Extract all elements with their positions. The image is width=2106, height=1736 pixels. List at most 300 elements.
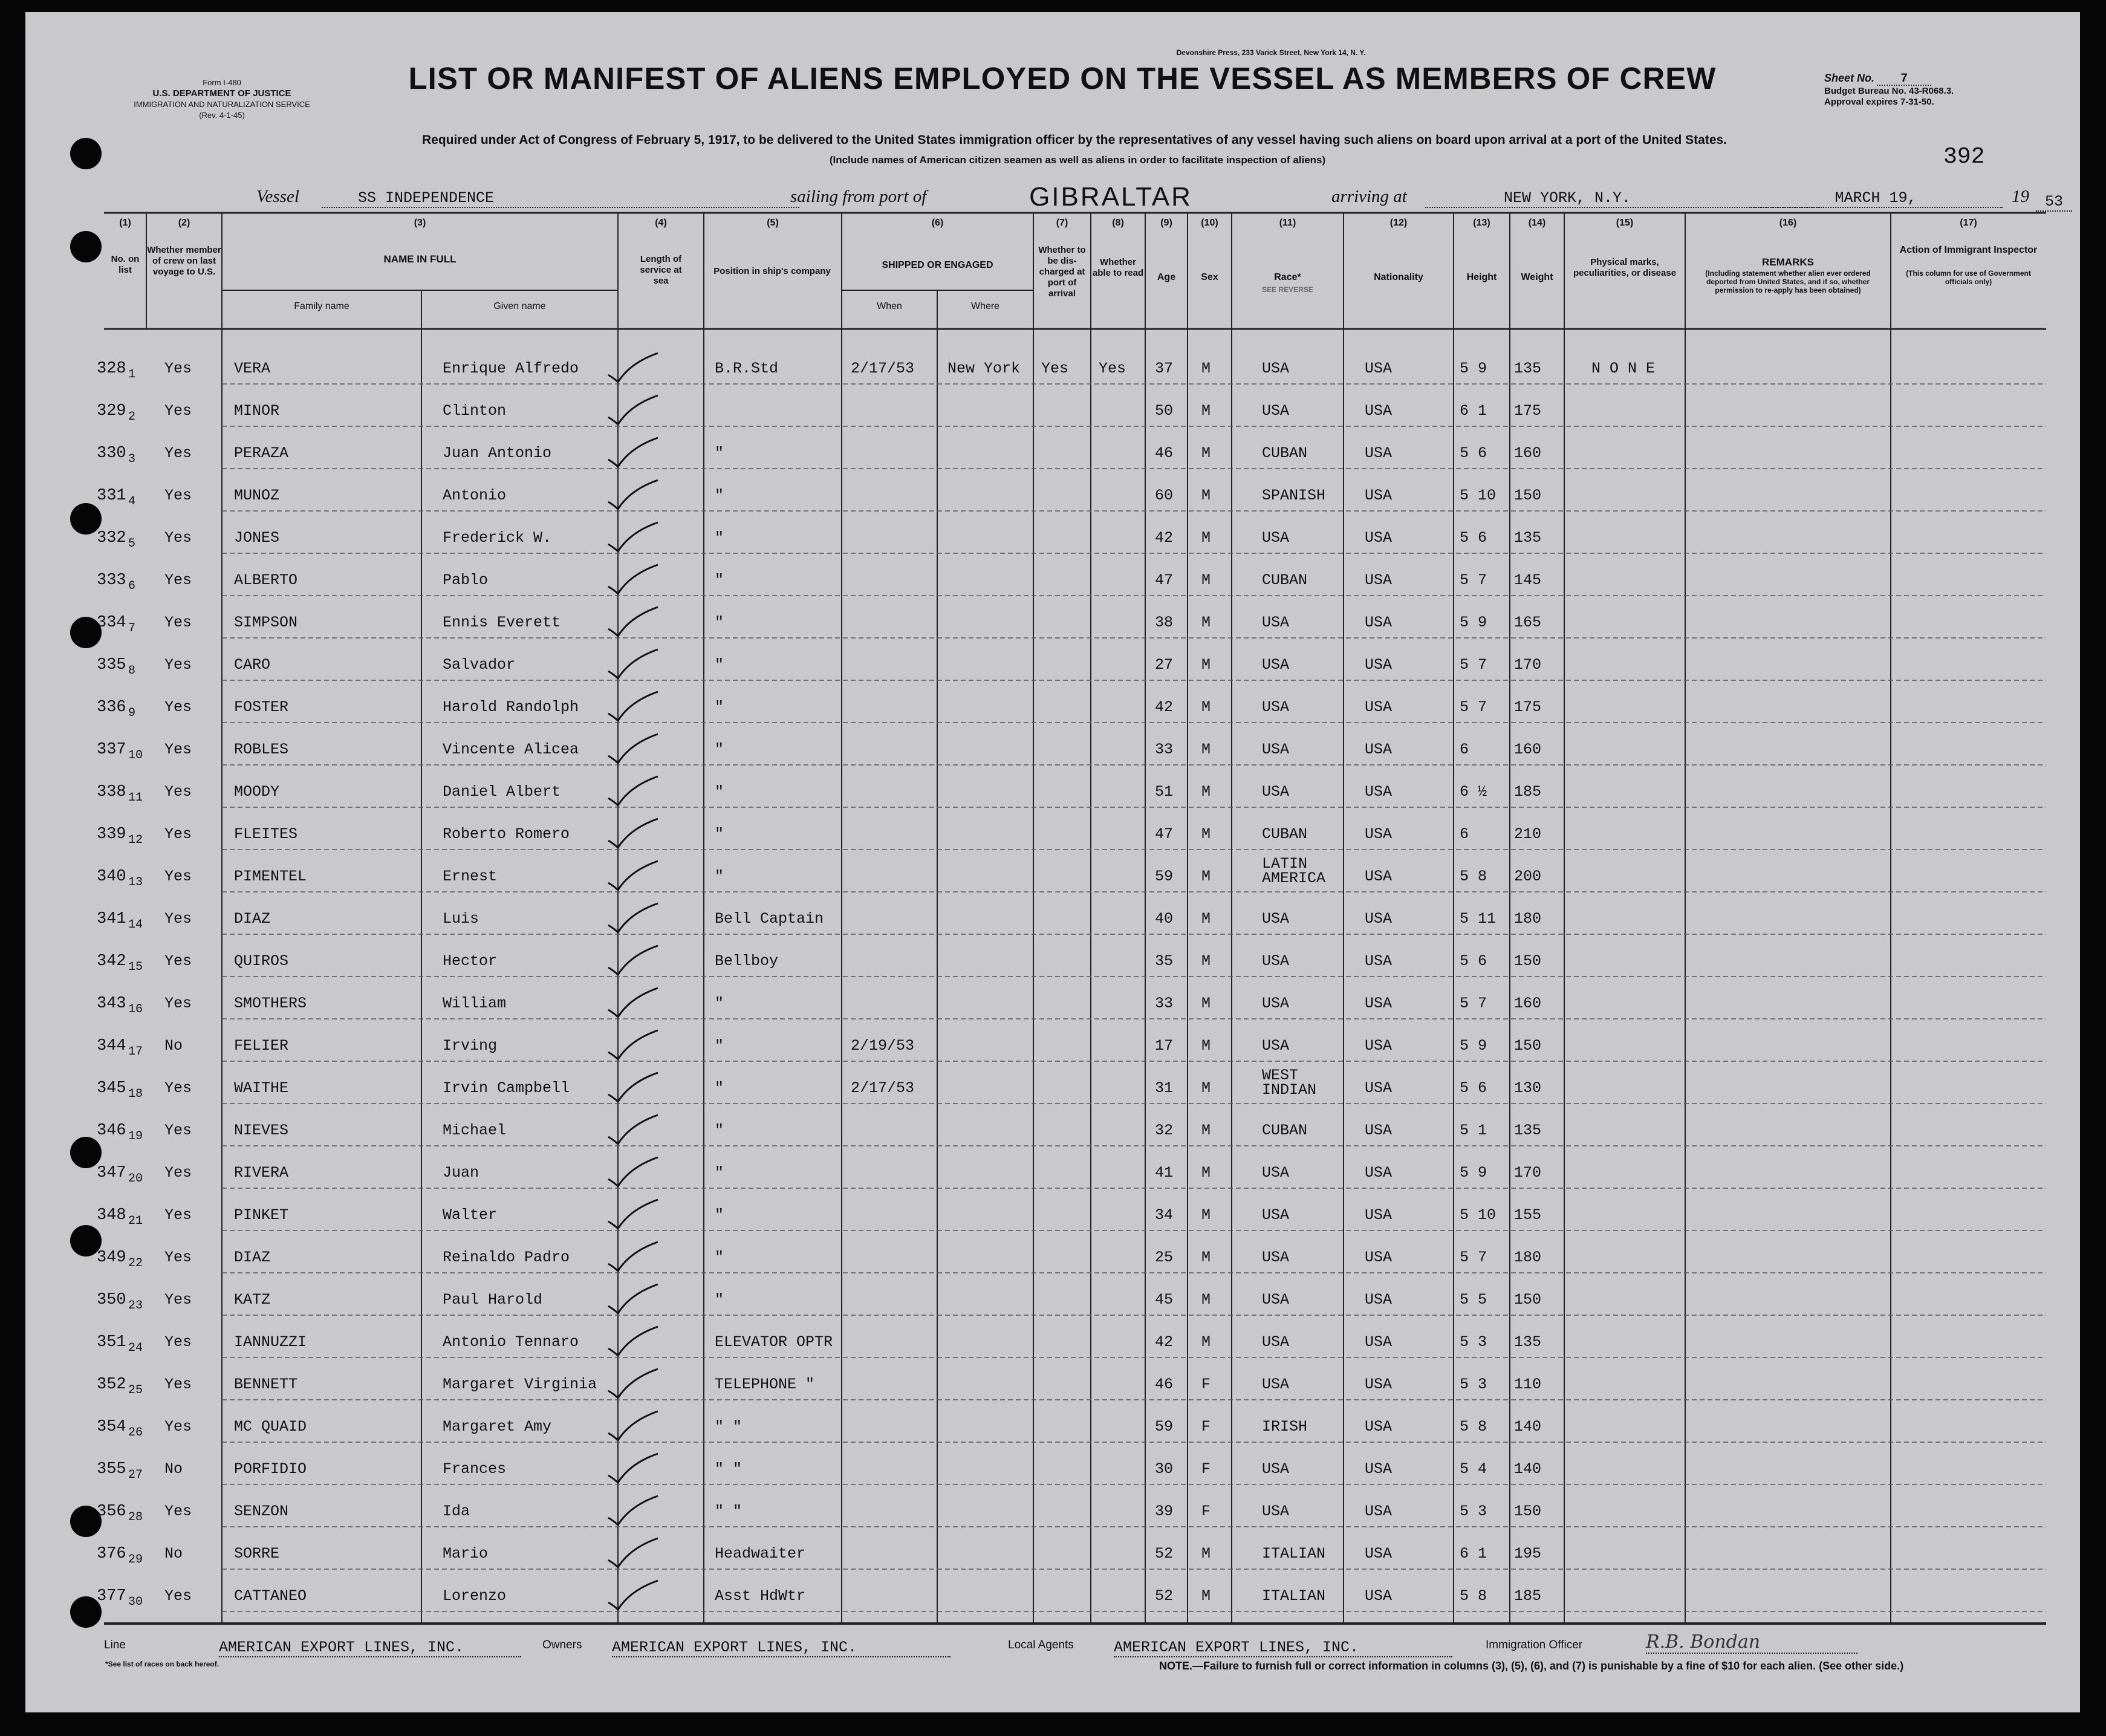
family-name: RIVERA <box>234 1164 289 1182</box>
col-num-12: (12) <box>1389 218 1408 228</box>
nationality: USA <box>1365 1291 1393 1309</box>
row-number: 16 <box>128 1003 143 1016</box>
height: 5 7 <box>1460 1249 1487 1266</box>
crew-last-voyage: Yes <box>164 529 192 547</box>
physical-marks: N O N E <box>1591 360 1656 377</box>
given-name: Clinton <box>443 402 507 420</box>
family-name: MUNOZ <box>234 487 280 504</box>
height: 5 5 <box>1460 1291 1487 1309</box>
printer-imprint: Devonshire Press, 233 Varick Street, New York 14, N. Y. <box>1176 48 1366 57</box>
age: 35 <box>1155 952 1174 970</box>
family-name: MOODY <box>234 783 280 801</box>
age: 27 <box>1155 656 1174 674</box>
check-mark-icon <box>606 1070 660 1107</box>
check-mark-icon <box>606 859 660 895</box>
ship-position: Bell Captain <box>715 910 824 928</box>
check-mark-icon <box>606 986 660 1022</box>
height: 5 9 <box>1460 360 1487 377</box>
nationality: USA <box>1365 1376 1393 1393</box>
ship-position: " <box>715 1037 724 1055</box>
weight: 170 <box>1514 656 1542 674</box>
nationality: USA <box>1365 656 1393 674</box>
family-name: PERAZA <box>234 444 289 462</box>
port-of-departure: GIBRALTAR <box>966 182 1256 213</box>
row-number: 4 <box>128 495 136 509</box>
nationality: USA <box>1365 444 1393 462</box>
race: USA <box>1262 614 1290 631</box>
penalty-note: NOTE.—Failure to furnish full or correct information in columns (3), (5), (6), and (7) is punishable by a fine of $10 for each alien. (See other side.) <box>1159 1660 1904 1672</box>
given-name: Hector <box>443 952 498 970</box>
given-name: Luis <box>443 910 479 928</box>
crew-last-voyage: Yes <box>164 741 192 758</box>
ship-position: " " <box>715 1503 743 1520</box>
weight: 160 <box>1514 741 1542 758</box>
weight: 135 <box>1514 529 1542 547</box>
crew-last-voyage: Yes <box>164 995 192 1012</box>
height: 5 8 <box>1460 868 1487 885</box>
header-sex: Sex <box>1201 272 1218 282</box>
nationality: USA <box>1365 571 1393 589</box>
list-stamp-number: 341 <box>97 910 126 928</box>
row-number: 11 <box>128 791 143 805</box>
ship-position: Headwaiter <box>715 1545 806 1562</box>
check-mark-icon <box>606 1409 660 1445</box>
race: ITALIAN <box>1262 1545 1326 1562</box>
crew-last-voyage: Yes <box>164 1418 192 1435</box>
family-name: JONES <box>234 529 280 547</box>
row-number: 20 <box>128 1172 143 1186</box>
shipped-where: New York <box>947 360 1021 377</box>
height: 5 3 <box>1460 1376 1487 1393</box>
check-mark-icon <box>606 1282 660 1318</box>
family-name: FELIER <box>234 1037 289 1055</box>
crew-last-voyage: Yes <box>164 868 192 885</box>
crew-last-voyage: No <box>164 1037 183 1055</box>
budget-number: Budget Bureau No. 43-R068.3. <box>1824 86 1954 96</box>
ship-position: " <box>715 1079 724 1097</box>
check-mark-icon <box>606 562 660 599</box>
list-stamp-number: 343 <box>97 995 126 1013</box>
col-num-14: (14) <box>1528 218 1546 228</box>
family-name: QUIROS <box>234 952 289 970</box>
sex: M <box>1201 529 1211 547</box>
weight: 160 <box>1514 995 1542 1012</box>
row-number: 8 <box>128 664 136 678</box>
check-mark-icon <box>606 1451 660 1487</box>
given-name: Reinaldo Padro <box>443 1249 570 1266</box>
sex: M <box>1201 1333 1211 1351</box>
shipped-when: 2/17/53 <box>851 1079 915 1097</box>
check-mark-icon <box>606 1536 660 1572</box>
ship-position: " <box>715 1206 724 1224</box>
given-name: Juan Antonio <box>443 444 552 462</box>
sex: M <box>1201 1249 1211 1266</box>
row-number: 10 <box>128 749 143 762</box>
race: IRISH <box>1262 1418 1308 1435</box>
sex: M <box>1201 1291 1211 1309</box>
weight: 195 <box>1514 1545 1542 1562</box>
ship-position: " <box>715 868 724 885</box>
col-num-11: (11) <box>1279 218 1296 228</box>
age: 25 <box>1155 1249 1174 1266</box>
height: 5 6 <box>1460 952 1487 970</box>
row-number: 24 <box>128 1341 143 1355</box>
ship-position: " <box>715 529 724 547</box>
family-name: CARO <box>234 656 271 674</box>
given-name: Roberto Romero <box>443 825 570 843</box>
age: 59 <box>1155 1418 1174 1435</box>
check-mark-icon <box>606 689 660 726</box>
height: 5 4 <box>1460 1460 1487 1478</box>
nationality: USA <box>1365 910 1393 928</box>
race: USA <box>1262 1333 1290 1351</box>
row-number: 18 <box>128 1087 143 1101</box>
height: 5 9 <box>1460 1037 1487 1055</box>
crew-last-voyage: Yes <box>164 614 192 631</box>
family-name: FLEITES <box>234 825 298 843</box>
nationality: USA <box>1365 1037 1393 1055</box>
header-shipped-engaged: SHIPPED OR ENGAGED <box>882 260 993 270</box>
crew-last-voyage: Yes <box>164 402 192 420</box>
age: 42 <box>1155 1333 1174 1351</box>
sex: M <box>1201 444 1211 462</box>
sex: M <box>1201 614 1211 631</box>
crew-last-voyage: Yes <box>164 1206 192 1224</box>
age: 41 <box>1155 1164 1174 1182</box>
agents-company: AMERICAN EXPORT LINES, INC. <box>1114 1639 1452 1657</box>
nationality: USA <box>1365 1249 1393 1266</box>
col-num-9: (9) <box>1160 218 1172 228</box>
sex: M <box>1201 1164 1211 1182</box>
form-number: Form I-480 <box>203 78 241 87</box>
age: 52 <box>1155 1587 1174 1605</box>
race: LATIN AMERICA <box>1262 855 1326 887</box>
sheet-number: 7 <box>1877 74 1931 86</box>
age: 33 <box>1155 741 1174 758</box>
crew-last-voyage: Yes <box>164 910 192 928</box>
page-title: LIST OR MANIFEST OF ALIENS EMPLOYED ON THE VESSEL AS MEMBERS OF CREW <box>408 61 1717 96</box>
list-stamp-number: 333 <box>97 571 126 590</box>
nationality: USA <box>1365 1545 1393 1562</box>
ship-position: Bellboy <box>715 952 779 970</box>
list-stamp-number: 330 <box>97 444 126 463</box>
given-name: Margaret Virginia <box>443 1376 597 1393</box>
arrival-date: MARCH 19, <box>1749 189 2003 208</box>
row-number: 30 <box>128 1595 143 1609</box>
ship-position: ELEVATOR OPTR <box>715 1333 833 1351</box>
height: 5 7 <box>1460 698 1487 716</box>
weight: 185 <box>1514 783 1542 801</box>
given-name: Antonio Tennaro <box>443 1333 579 1351</box>
able-to-read: Yes <box>1099 360 1126 377</box>
row-number: 22 <box>128 1256 143 1270</box>
race: USA <box>1262 360 1290 377</box>
family-name: SENZON <box>234 1503 289 1520</box>
given-name: Michael <box>443 1122 507 1139</box>
shipped-when: 2/19/53 <box>851 1037 915 1055</box>
shipped-when: 2/17/53 <box>851 360 915 377</box>
arrival-year: 53 <box>2036 193 2072 212</box>
sex: M <box>1201 910 1211 928</box>
nationality: USA <box>1365 995 1393 1012</box>
age: 33 <box>1155 995 1174 1012</box>
age: 39 <box>1155 1503 1174 1520</box>
check-mark-icon <box>606 1494 660 1530</box>
header-list-number: No. on list <box>111 254 140 275</box>
list-stamp-number: 335 <box>97 656 126 674</box>
ship-position: " <box>715 698 724 716</box>
sex: M <box>1201 868 1211 885</box>
crew-last-voyage: Yes <box>164 952 192 970</box>
weight: 175 <box>1514 698 1542 716</box>
list-stamp-number: 349 <box>97 1249 126 1267</box>
crew-last-voyage: Yes <box>164 1291 192 1309</box>
height: 5 1 <box>1460 1122 1487 1139</box>
row-number: 2 <box>128 410 136 424</box>
sex: M <box>1201 1206 1211 1224</box>
given-name: Irving <box>443 1037 498 1055</box>
crew-last-voyage: Yes <box>164 1587 192 1605</box>
race: CUBAN <box>1262 825 1308 843</box>
sex: F <box>1201 1503 1211 1520</box>
weight: 110 <box>1514 1376 1542 1393</box>
race: USA <box>1262 1376 1290 1393</box>
row-number: 5 <box>128 537 136 551</box>
given-name: Frederick W. <box>443 529 552 547</box>
race: USA <box>1262 1164 1290 1182</box>
age: 47 <box>1155 571 1174 589</box>
sex: M <box>1201 656 1211 674</box>
weight: 165 <box>1514 614 1542 631</box>
height: 5 10 <box>1460 1206 1497 1224</box>
row-number: 19 <box>128 1130 143 1143</box>
races-footnote: *See list of races on back hereof. <box>105 1660 219 1668</box>
ship-position: " <box>715 614 724 631</box>
header-inspector-note: (This column for use of Government officials only) <box>1906 269 2031 286</box>
list-stamp-number: 331 <box>97 487 126 505</box>
approval-expiry: Approval expires 7-31-50. <box>1824 97 1934 107</box>
family-name: SIMPSON <box>234 614 298 631</box>
height: 5 6 <box>1460 529 1487 547</box>
race: USA <box>1262 529 1290 547</box>
col-num-15: (15) <box>1616 218 1634 228</box>
given-name: Pablo <box>443 571 489 589</box>
row-number: 21 <box>128 1214 143 1228</box>
age: 52 <box>1155 1545 1174 1562</box>
family-name: SMOTHERS <box>234 995 307 1012</box>
nationality: USA <box>1365 783 1393 801</box>
height: 5 7 <box>1460 995 1487 1012</box>
weight: 130 <box>1514 1079 1542 1097</box>
height: 5 8 <box>1460 1418 1487 1435</box>
officer-label: Immigration Officer <box>1486 1639 1583 1651</box>
family-name: BENNETT <box>234 1376 298 1393</box>
age: 50 <box>1155 402 1174 420</box>
ship-position: " <box>715 656 724 674</box>
given-name: Ernest <box>443 868 498 885</box>
vessel-label: Vessel <box>256 187 299 206</box>
header-inspector-action: Action of Immigrant Inspector <box>1899 245 2038 255</box>
age: 46 <box>1155 1376 1174 1393</box>
race: CUBAN <box>1262 1122 1308 1139</box>
check-mark-icon <box>606 901 660 937</box>
check-mark-icon <box>606 1113 660 1149</box>
row-number: 3 <box>128 452 136 466</box>
row-number: 6 <box>128 579 136 593</box>
height: 5 7 <box>1460 656 1487 674</box>
weight: 150 <box>1514 952 1542 970</box>
instruction-line: (Include names of American citizen seamen as well as aliens in order to facilitate inspection of aliens) <box>829 154 1326 166</box>
height: 5 11 <box>1460 910 1497 928</box>
header-given-name: Given name <box>493 301 546 311</box>
check-mark-icon <box>606 1324 660 1361</box>
crew-last-voyage: Yes <box>164 1249 192 1266</box>
sex: M <box>1201 360 1211 377</box>
col-num-13: (13) <box>1473 218 1490 228</box>
height: 5 7 <box>1460 571 1487 589</box>
height: 5 6 <box>1460 1079 1487 1097</box>
family-name: MC QUAID <box>234 1418 307 1435</box>
given-name: Salvador <box>443 656 516 674</box>
row-number: 26 <box>128 1426 143 1440</box>
ship-position: " <box>715 1249 724 1266</box>
nationality: USA <box>1365 1503 1393 1520</box>
list-stamp-number: 350 <box>97 1291 126 1309</box>
list-stamp-number: 352 <box>97 1376 126 1394</box>
header-nationality: Nationality <box>1374 272 1423 282</box>
list-stamp-number: 336 <box>97 698 126 717</box>
weight: 170 <box>1514 1164 1542 1182</box>
line-company: AMERICAN EXPORT LINES, INC. <box>219 1639 521 1657</box>
list-stamp-number: 376 <box>97 1545 126 1563</box>
height: 6 1 <box>1460 402 1487 420</box>
manifest-sheet <box>25 12 2080 1712</box>
header-family-name: Family name <box>294 301 349 311</box>
check-mark-icon <box>606 816 660 853</box>
family-name: CATTANEO <box>234 1587 307 1605</box>
header-physical-marks: Physical marks, peculiarities, or disease <box>1573 257 1677 278</box>
header-last-voyage: Whether member of crew on last voyage to U.S. <box>147 245 221 277</box>
race: USA <box>1262 402 1290 420</box>
header-race: Race* <box>1274 272 1301 282</box>
nationality: USA <box>1365 614 1393 631</box>
row-number: 1 <box>128 368 136 382</box>
sex: M <box>1201 1545 1211 1562</box>
age: 31 <box>1155 1079 1174 1097</box>
race: USA <box>1262 1037 1290 1055</box>
page-stamp-number: 392 <box>1943 144 1985 170</box>
age: 40 <box>1155 910 1174 928</box>
race: USA <box>1262 1503 1290 1520</box>
list-stamp-number: 355 <box>97 1460 126 1478</box>
vessel-name: SS INDEPENDENCE <box>322 189 799 208</box>
header-age: Age <box>1157 272 1176 282</box>
weight: 140 <box>1514 1460 1542 1478</box>
header-remarks-note: (Including statement whether alien ever ordered deported from United States, and if so, whether permission to re-apply has been obtained) <box>1705 269 1871 294</box>
age: 42 <box>1155 529 1174 547</box>
ship-position: " <box>715 1122 724 1139</box>
row-number: 28 <box>128 1510 143 1524</box>
list-stamp-number: 329 <box>97 402 126 420</box>
check-mark-icon <box>606 605 660 641</box>
given-name: Ida <box>443 1503 470 1520</box>
crew-last-voyage: Yes <box>164 783 192 801</box>
ship-position: " <box>715 1164 724 1182</box>
family-name: PORFIDIO <box>234 1460 307 1478</box>
weight: 185 <box>1514 1587 1542 1605</box>
list-stamp-number: 347 <box>97 1164 126 1182</box>
list-stamp-number: 377 <box>97 1587 126 1605</box>
weight: 200 <box>1514 868 1542 885</box>
nationality: USA <box>1365 698 1393 716</box>
age: 46 <box>1155 444 1174 462</box>
list-stamp-number: 332 <box>97 529 126 547</box>
given-name: Paul Harold <box>443 1291 543 1309</box>
age: 32 <box>1155 1122 1174 1139</box>
check-mark-icon <box>606 1367 660 1403</box>
race: WEST INDIAN <box>1262 1067 1317 1099</box>
race: USA <box>1262 952 1290 970</box>
sex: M <box>1201 825 1211 843</box>
race: CUBAN <box>1262 571 1308 589</box>
sex: F <box>1201 1460 1211 1478</box>
crew-last-voyage: Yes <box>164 444 192 462</box>
check-mark-icon <box>606 1578 660 1614</box>
family-name: MINOR <box>234 402 280 420</box>
given-name: Walter <box>443 1206 498 1224</box>
crew-last-voyage: Yes <box>164 1503 192 1520</box>
sex: M <box>1201 1079 1211 1097</box>
weight: 150 <box>1514 487 1542 504</box>
crew-last-voyage: Yes <box>164 1164 192 1182</box>
list-stamp-number: 338 <box>97 783 126 801</box>
height: 6 <box>1460 741 1469 758</box>
height: 5 8 <box>1460 1587 1487 1605</box>
col-num-17: (17) <box>1960 218 1977 228</box>
check-mark-icon <box>606 1197 660 1234</box>
race: USA <box>1262 1206 1290 1224</box>
race: USA <box>1262 656 1290 674</box>
check-mark-icon <box>606 647 660 683</box>
check-mark-icon <box>606 1155 660 1191</box>
weight: 180 <box>1514 910 1542 928</box>
owners-label: Owners <box>542 1639 582 1651</box>
nationality: USA <box>1365 825 1393 843</box>
header-able-to-read: Whether able to read <box>1092 257 1144 278</box>
family-name: PINKET <box>234 1206 289 1224</box>
discharged-at-arrival: Yes <box>1041 360 1069 377</box>
col-num-4: (4) <box>655 218 667 228</box>
check-mark-icon <box>606 478 660 514</box>
nationality: USA <box>1365 1460 1393 1478</box>
race: CUBAN <box>1262 444 1308 462</box>
given-name: Ennis Everett <box>443 614 561 631</box>
header-length-service: Length of service at sea <box>640 254 682 286</box>
crew-last-voyage: Yes <box>164 487 192 504</box>
col-num-2: (2) <box>178 218 190 228</box>
header-race-note: SEE REVERSE <box>1262 285 1313 294</box>
race: ITALIAN <box>1262 1587 1326 1605</box>
race: SPANISH <box>1262 487 1326 504</box>
weight: 135 <box>1514 360 1542 377</box>
crew-last-voyage: Yes <box>164 698 192 716</box>
weight: 210 <box>1514 825 1542 843</box>
row-number: 7 <box>128 622 136 636</box>
header-when: When <box>877 301 902 311</box>
nationality: USA <box>1365 1333 1393 1351</box>
ship-position: " <box>715 825 724 843</box>
family-name: VERA <box>234 360 271 377</box>
